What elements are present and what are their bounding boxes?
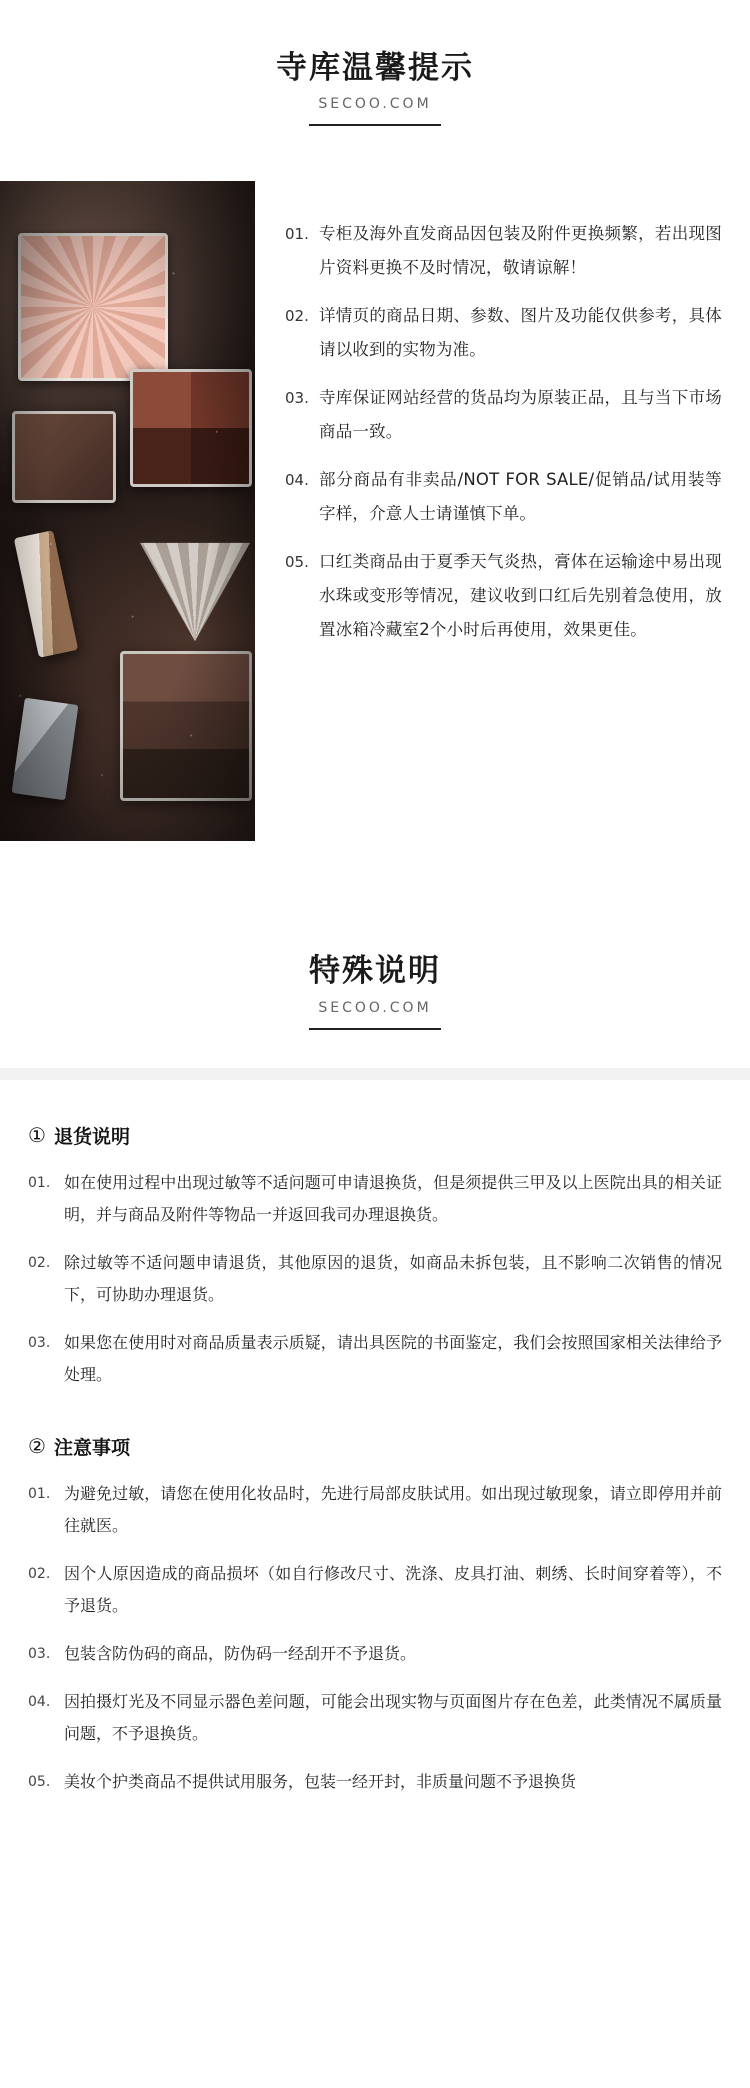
cosmetics-photo [0, 181, 255, 841]
special-divider [309, 1028, 441, 1030]
item-text: 部分商品有非卖品/NOT FOR SALE/促销品/试用装等字样，介意人士请谨慎下单。 [319, 470, 722, 524]
circled-number-icon: ① [28, 1123, 46, 1148]
list-item [28, 1327, 722, 1391]
group-title [28, 1433, 722, 1460]
group-title-label: 注意事项 [53, 1436, 130, 1459]
item-number: 01. [28, 1485, 51, 1502]
item-text: 如在使用过程中出现过敏等不适问题可申请退换货，但是须提供三甲及以上医院出具的相关证明，并与商品及附件等物品一并返回我司办理退换货。 [64, 1172, 722, 1224]
list-item [28, 1686, 722, 1750]
item-text: 因拍摄灯光及不同显示器色差问题，可能会出现实物与页面图片存在色差，此类情况不属质量问题，不予退换货。 [64, 1691, 722, 1743]
group-title-label: 退货说明 [53, 1125, 130, 1148]
item-text: 因个人原因造成的商品损坏（如自行修改尺寸、洗涤、皮具打油、刺绣、长时间穿着等），不予退货。 [64, 1563, 722, 1615]
item-text: 详情页的商品日期、参数、图片及功能仅供参考，具体请以收到的实物为准。 [319, 306, 722, 360]
item-number: 01. [28, 1174, 51, 1191]
list-item [28, 1247, 722, 1311]
item-number: 02. [285, 307, 309, 326]
list-item [28, 1766, 722, 1798]
special-title: 特殊说明 [309, 953, 441, 990]
item-number: 01. [285, 225, 309, 244]
item-number: 03. [28, 1334, 51, 1351]
page-title: 寺库温馨提示 [276, 50, 474, 86]
photo-vignette [0, 181, 255, 841]
list-item [28, 1558, 722, 1622]
list-item [285, 463, 722, 531]
bottom-spacer [0, 1814, 750, 1874]
header-divider [309, 124, 441, 126]
item-text: 美妆个护类商品不提供试用服务，包装一经开封，非质量问题不予退换货 [64, 1771, 577, 1791]
list-item [28, 1638, 722, 1670]
item-number: 04. [28, 1693, 51, 1710]
group-return-policy [0, 1122, 750, 1391]
page-header [0, 0, 750, 126]
item-number: 03. [28, 1645, 51, 1662]
item-text: 包装含防伪码的商品，防伪码一经刮开不予退货。 [64, 1643, 417, 1663]
special-header [0, 903, 750, 1029]
item-number: 02. [28, 1565, 51, 1582]
list-item [285, 299, 722, 367]
group-title [28, 1122, 722, 1149]
section-separator-band [0, 1068, 750, 1080]
list-item [28, 1478, 722, 1542]
group-precautions [0, 1433, 750, 1798]
list-item [285, 381, 722, 449]
item-number: 04. [285, 471, 309, 490]
item-number: 05. [28, 1773, 51, 1790]
special-section [0, 903, 750, 1873]
list-item [285, 545, 722, 647]
tips-section [0, 181, 750, 841]
item-text: 寺库保证网站经营的货品均为原装正品，且与当下市场商品一致。 [319, 388, 722, 442]
tips-list [255, 181, 722, 661]
item-number: 05. [285, 553, 309, 572]
special-subtitle: SECOO.COM [318, 999, 432, 1016]
list-item [28, 1167, 722, 1231]
item-number: 02. [28, 1254, 51, 1271]
circled-number-icon: ② [28, 1434, 46, 1459]
list-item [285, 217, 722, 285]
page-subtitle: SECOO.COM [318, 96, 432, 113]
item-text: 为避免过敏，请您在使用化妆品时，先进行局部皮肤试用。如出现过敏现象，请立即停用并前往就医。 [64, 1483, 722, 1535]
item-text: 口红类商品由于夏季天气炎热，膏体在运输途中易出现水珠或变形等情况，建议收到口红后先别着急使用，放置冰箱冷藏室2个小时后再使用，效果更佳。 [319, 552, 722, 640]
item-number: 03. [285, 389, 309, 408]
item-text: 专柜及海外直发商品因包装及附件更换频繁，若出现图片资料更换不及时情况，敬请谅解！ [319, 224, 722, 278]
item-text: 如果您在使用时对商品质量表示质疑，请出具医院的书面鉴定，我们会按照国家相关法律给予处理。 [64, 1332, 722, 1384]
item-text: 除过敏等不适问题申请退货，其他原因的退货，如商品未拆包装，且不影响二次销售的情况下，可协助办理退货。 [64, 1252, 722, 1304]
